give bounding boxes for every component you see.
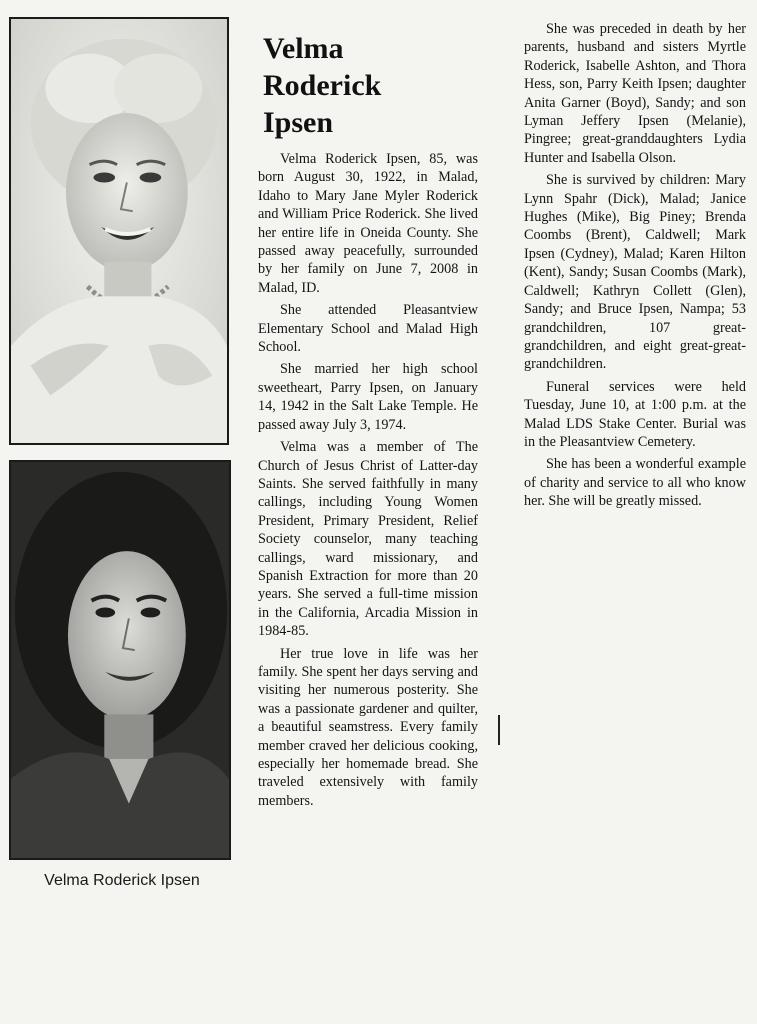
paragraph-closing: She has been a wonderful example of charity and service to all who know her. She will be greatly missed.	[524, 456, 746, 510]
column-rule-mark	[498, 715, 500, 745]
headline-line-3: Ipsen	[263, 106, 334, 139]
paragraph-birth: Velma Roderick Ipsen, 85, was born August 30, 1922, in Malad, Idaho to Mary Jane Myler Roderick and William Price Roderick. She lived her entire life in Oneida County. She passed away peacefully, surrounded by her family on June 7, 2008 in Malad, ID.	[258, 151, 478, 296]
portrait-young-image	[11, 462, 229, 858]
paragraph-schooling: She attended Pleasantview Elementary School and Malad High School.	[258, 302, 478, 356]
paragraph-church-service: Velma was a member of The Church of Jesus Christ of Latter-day Saints. She served faithfully in many callings, including Young Women President, Primary President, Relief Society counselor, many teaching callings, ward missionary, and Spanish Extraction for more than 20 years. She served a full-time mission in the California, Arcadia Mission in 1984-85.	[258, 439, 478, 640]
paragraph-survived-by: She is survived by children: Mary Lynn Spahr (Dick), Malad; Janice Hughes (Mike), Big Piney; Brenda Coombs (Brent), Caldwell; Mark Ipsen (Cydney), Malad; Karen Hilton (Kent), Sandy; Susan Coombs (Mark), Caldwell; Kathryn Collett (Glen), Sandy; and Bruce Ipsen, Nampa; 53 grandchildren, 107 great-grandchildren, and eight great-great-grandchildren.	[524, 172, 746, 373]
headline-line-1: Velma	[263, 32, 344, 65]
headline-line-2: Roderick	[263, 69, 382, 102]
obituary-column-right	[524, 20, 746, 515]
obituary-headline	[263, 30, 493, 141]
paragraph-marriage: She married her high school sweetheart, Parry Ipsen, on January 14, 1942 in the Salt Lake Temple. He passed away July 3, 1974.	[258, 361, 478, 433]
paragraph-preceded-in-death: She was preceded in death by her parents, husband and sisters Myrtle Roderick, Isabelle Ashton, and Thora Hess, son, Parry Keith Ipsen; daughter Anita Garner (Boyd), Sandy; and son Lyman Jeffery Ipsen (Melanie), Pingree; great-granddaughters Lydia Hunter and Isabella Olson.	[524, 21, 746, 166]
paragraph-funeral-services: Funeral services were held Tuesday, June 10, at 1:00 p.m. at the Malad LDS Stake Center. Burial was in the Pleasantview Cemetery.	[524, 378, 746, 450]
obituary-column-middle	[258, 150, 478, 814]
paragraph-family-life: Her true love in life was her family. She spent her days serving and visiting her numerous posterity. She was a passionate gardener and quilter, a beautiful seamstress. Every family member craved her delicious cooking, especially her homemade bread. She traveled extensively with family members.	[258, 645, 478, 809]
portrait-elderly-image	[11, 19, 227, 443]
portrait-photo-young	[9, 460, 231, 860]
portrait-photo-elderly	[9, 17, 229, 445]
photo-caption: Velma Roderick Ipsen	[44, 872, 200, 889]
